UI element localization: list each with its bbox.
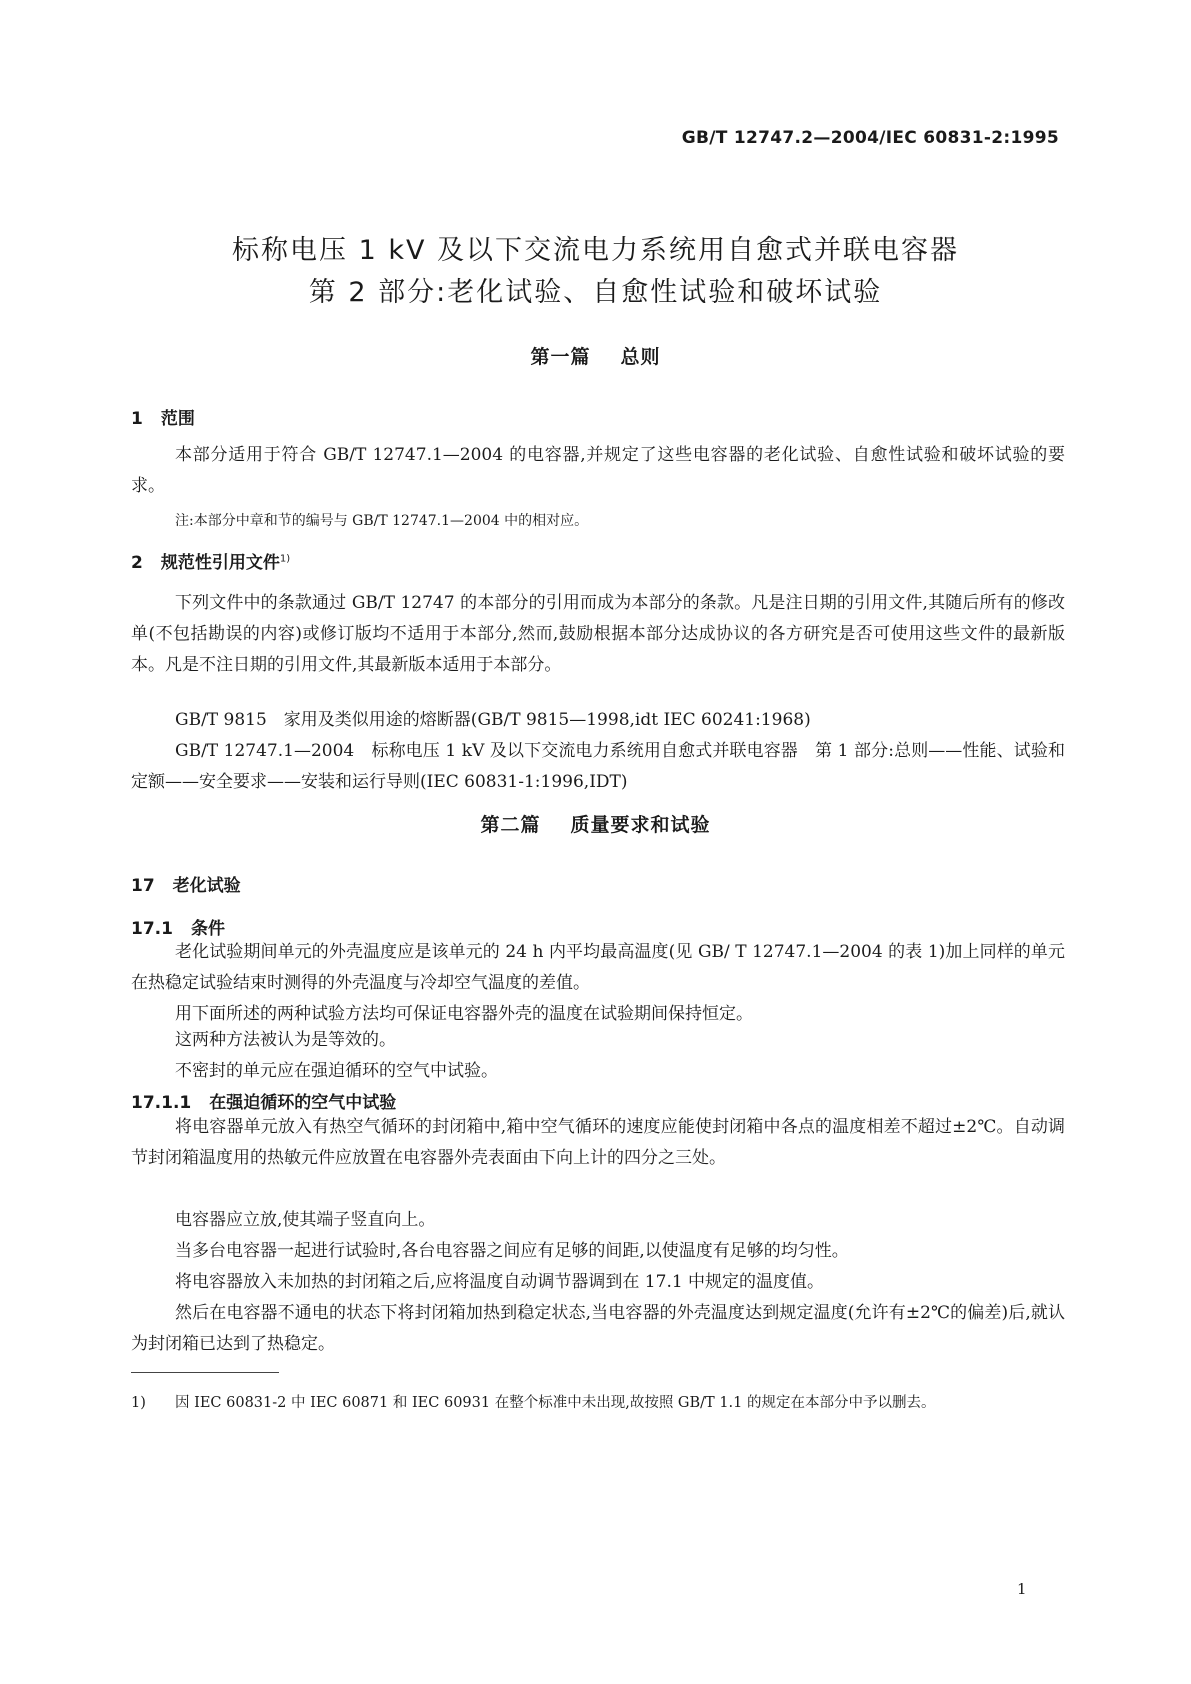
subsection-17-1-1-paragraph: 然后在电容器不通电的状态下将封闭箱加热到稳定状态,当电容器的外壳温度达到规定温度(允许有±2℃的偏差)后,就认为封闭箱已达到了热稳定。 bbox=[131, 1303, 1065, 1354]
part-one-name: 总则 bbox=[620, 346, 661, 368]
subsection-17-1-paragraph: 用下面所述的两种试验方法均可保证电容器外壳的温度在试验期间保持恒定。 bbox=[175, 1004, 753, 1024]
section-17-number: 17 bbox=[131, 876, 155, 896]
section-2-paragraph: 下列文件中的条款通过 GB/T 12747 的本部分的引用而成为本部分的条款。凡是注日期的引用文件,其随后所有的修改单(不包括勘误的内容)或修订版均不适用于本部分,然而,鼓励根据本部分达成协议的各方研究是否可使用这些文件的最新版本。凡是不注日期的引用文件,其最新版本适用于本部分。 bbox=[131, 593, 1065, 675]
subsection-17-1-1-paragraph: 电容器应立放,使其端子竖直向上。 bbox=[175, 1210, 436, 1230]
subsection-17-1-1-paragraph: 将电容器单元放入有热空气循环的封闭箱中,箱中空气循环的速度应能使封闭箱中各点的温度相差不超过±2℃。自动调节封闭箱温度用的热敏元件应放置在电容器外壳表面由下向上计的四分之三处。 bbox=[131, 1117, 1065, 1168]
document-title-line2: 第 2 部分:老化试验、自愈性试验和破坏试验 bbox=[308, 277, 883, 308]
section-1-title: 范围 bbox=[160, 409, 195, 429]
subsection-17-1-heading bbox=[131, 914, 225, 939]
footnote bbox=[131, 1390, 1065, 1417]
part-two-label: 第二篇 bbox=[480, 814, 541, 836]
subsection-17-1-1-title: 在强迫循环的空气中试验 bbox=[209, 1093, 397, 1113]
section-2-number: 2 bbox=[131, 553, 143, 573]
part-one-heading bbox=[0, 342, 1191, 369]
subsection-17-1-1-paragraph: 将电容器放入未加热的封闭箱之后,应将温度自动调节器调到在 17.1 中规定的温度值。 bbox=[175, 1272, 825, 1292]
subsection-17-1-paragraph: 不密封的单元应在强迫循环的空气中试验。 bbox=[175, 1061, 498, 1081]
part-two-name: 质量要求和试验 bbox=[570, 814, 711, 836]
reference-item: GB/T 9815 家用及类似用途的熔断器(GB/T 9815—1998,idt IEC 60241:1968) bbox=[175, 710, 811, 730]
subsection-17-1-paragraph: 老化试验期间单元的外壳温度应是该单元的 24 h 内平均最高温度(见 GB/ T 12747.1—2004 的表 1)加上同样的单元在热稳定试验结束时测得的外壳温度与冷却空气温度的差值。 bbox=[131, 942, 1065, 993]
section-2-heading bbox=[131, 548, 290, 573]
standard-number: GB/T 12747.2—2004/IEC 60831-2:1995 bbox=[681, 128, 1059, 148]
page-number: 1 bbox=[1017, 1580, 1027, 1598]
subsection-17-1-title: 条件 bbox=[190, 919, 225, 939]
footnote-divider bbox=[131, 1372, 279, 1373]
section-17-title: 老化试验 bbox=[172, 876, 241, 896]
document-title-line1: 标称电压 1 kV 及以下交流电力系统用自愈式并联电容器 bbox=[231, 235, 960, 266]
section-2-title: 规范性引用文件 bbox=[160, 553, 280, 573]
subsection-17-1-1-paragraph: 当多台电容器一起进行试验时,各台电容器之间应有足够的间距,以使温度有足够的均匀性。 bbox=[175, 1241, 849, 1261]
section-1-number: 1 bbox=[131, 409, 143, 429]
part-one-label: 第一篇 bbox=[530, 346, 591, 368]
footnote-mark: 1) bbox=[131, 1395, 146, 1411]
section-1-heading bbox=[131, 404, 195, 429]
part-two-heading bbox=[0, 810, 1191, 837]
subsection-17-1-number: 17.1 bbox=[131, 919, 173, 939]
subsection-17-1-1-number: 17.1.1 bbox=[131, 1093, 192, 1113]
subsection-17-1-1-heading bbox=[131, 1088, 396, 1113]
section-1-paragraph: 本部分适用于符合 GB/T 12747.1—2004 的电容器,并规定了这些电容器的老化试验、自愈性试验和破坏试验的要求。 bbox=[131, 445, 1065, 496]
reference-item: GB/T 12747.1—2004 标称电压 1 kV 及以下交流电力系统用自愈式并联电容器 第 1 部分:总则——性能、试验和定额——安全要求——安装和运行导则(IEC 60831-1:1996,IDT) bbox=[131, 741, 1065, 792]
section-1-note: 注:本部分中章和节的编号与 GB/T 12747.1—2004 中的相对应。 bbox=[175, 513, 589, 529]
footnote-reference: 1) bbox=[279, 553, 291, 565]
section-17-heading bbox=[131, 871, 241, 896]
footnote-text: 因 IEC 60831-2 中 IEC 60871 和 IEC 60931 在整个标准中未出现,故按照 GB/T 1.1 的规定在本部分中予以删去。 bbox=[175, 1395, 936, 1411]
subsection-17-1-paragraph: 这两种方法被认为是等效的。 bbox=[175, 1030, 396, 1050]
